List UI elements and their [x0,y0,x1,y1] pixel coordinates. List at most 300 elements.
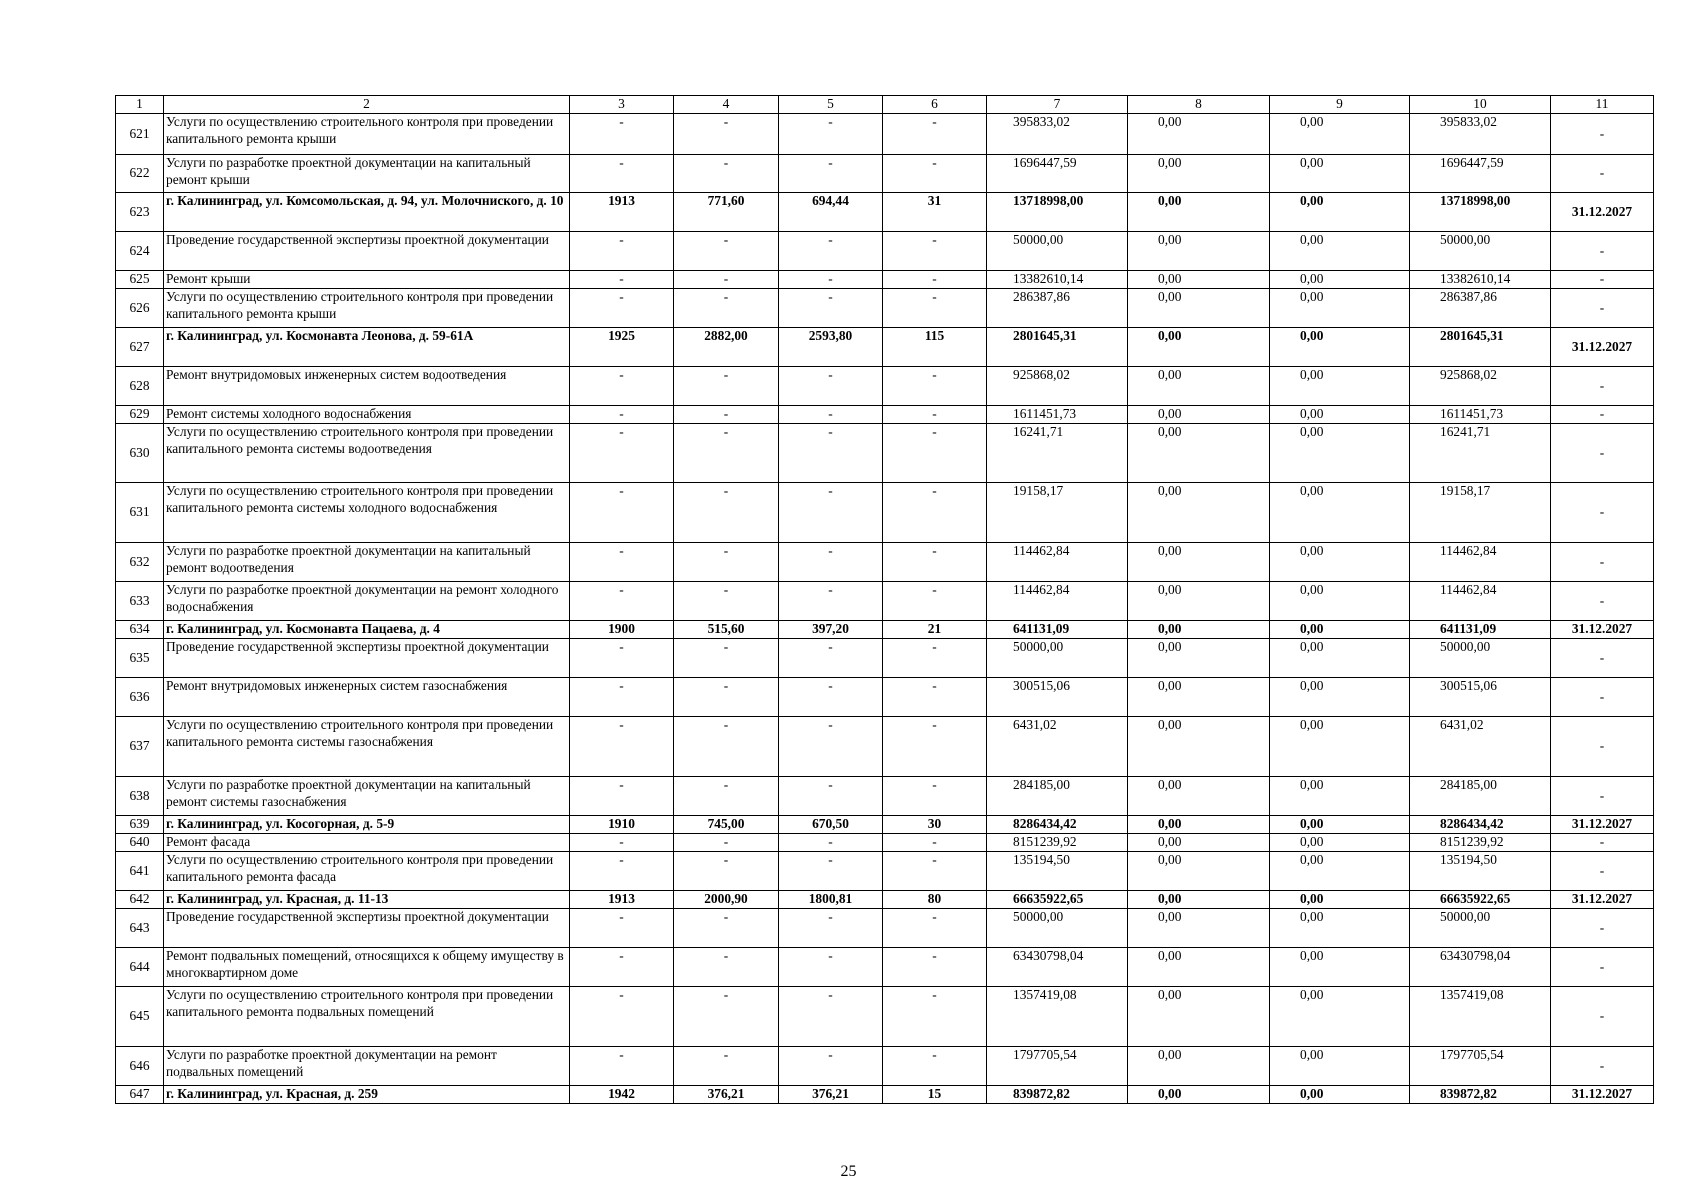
year-cell: - [570,289,674,328]
description-cell: Услуги по осуществлению строительного контроля при проведении капитального ремонта системы холодного водоснабжения [164,483,570,543]
completion-date-cell: 31.12.2027 [1551,193,1654,232]
cost-column-8-cell: 0,00 [1128,891,1270,909]
description-cell: Услуги по разработке проектной документации на ремонт холодного водоснабжения [164,582,570,621]
cost-total-cell: 2801645,31 [987,328,1128,367]
column-header-5: 5 [779,96,883,114]
cost-total-cell: 1696447,59 [987,155,1128,193]
cost-column-10-cell: 50000,00 [1410,639,1551,678]
description-cell: Ремонт внутридомовых инженерных систем газоснабжения [164,678,570,717]
cost-total-cell: 63430798,04 [987,948,1128,987]
table-row [116,852,1654,891]
row-number-cell: 635 [116,639,164,678]
cost-column-8-cell: 0,00 [1128,582,1270,621]
cost-column-9-cell: 0,00 [1270,834,1410,852]
total-area-cell: - [674,114,779,155]
cost-total-cell: 8151239,92 [987,834,1128,852]
description-cell: Услуги по разработке проектной документации на капитальный ремонт системы газоснабжения [164,777,570,816]
table-row [116,891,1654,909]
cost-column-10-cell: 114462,84 [1410,582,1551,621]
cost-total-cell: 286387,86 [987,289,1128,328]
cost-total-cell: 641131,09 [987,621,1128,639]
residential-area-cell: - [779,834,883,852]
residents-count-cell: 30 [883,816,987,834]
total-area-cell: - [674,271,779,289]
year-cell: 1900 [570,621,674,639]
cost-column-10-cell: 2801645,31 [1410,328,1551,367]
completion-date-cell: - [1551,678,1654,717]
cost-column-8-cell: 0,00 [1128,678,1270,717]
table-body [116,96,1654,1104]
column-header-2: 2 [164,96,570,114]
cost-column-9-cell: 0,00 [1270,777,1410,816]
cost-column-10-cell: 1357419,08 [1410,987,1551,1047]
cost-column-10-cell: 284185,00 [1410,777,1551,816]
cost-column-9-cell: 0,00 [1270,193,1410,232]
completion-date-cell: - [1551,483,1654,543]
completion-date-cell: - [1551,232,1654,271]
residential-area-cell: - [779,909,883,948]
total-area-cell: - [674,678,779,717]
completion-date-cell: 31.12.2027 [1551,1086,1654,1104]
cost-column-10-cell: 6431,02 [1410,717,1551,777]
description-cell: Ремонт подвальных помещений, относящихся к общему имуществу в многоквартирном доме [164,948,570,987]
table-row [116,717,1654,777]
year-cell: - [570,948,674,987]
cost-column-8-cell: 0,00 [1128,777,1270,816]
column-header-10: 10 [1410,96,1551,114]
residential-area-cell: - [779,987,883,1047]
cost-column-9-cell: 0,00 [1270,367,1410,406]
table-row [116,834,1654,852]
residents-count-cell: 115 [883,328,987,367]
total-area-cell: - [674,424,779,483]
completion-date-cell: - [1551,114,1654,155]
cost-total-cell: 6431,02 [987,717,1128,777]
table-row [116,948,1654,987]
description-cell: г. Калининград, ул. Красная, д. 259 [164,1086,570,1104]
residential-area-cell: - [779,155,883,193]
cost-column-8-cell: 0,00 [1128,1086,1270,1104]
cost-column-10-cell: 1696447,59 [1410,155,1551,193]
cost-column-8-cell: 0,00 [1128,852,1270,891]
residents-count-cell: - [883,483,987,543]
year-cell: - [570,543,674,582]
total-area-cell: - [674,639,779,678]
completion-date-cell: 31.12.2027 [1551,891,1654,909]
cost-column-9-cell: 0,00 [1270,678,1410,717]
total-area-cell: - [674,948,779,987]
residents-count-cell: - [883,543,987,582]
residents-count-cell: - [883,1047,987,1086]
total-area-cell: - [674,543,779,582]
year-cell: - [570,155,674,193]
residents-count-cell: - [883,289,987,328]
residential-area-cell: - [779,289,883,328]
row-number-cell: 642 [116,891,164,909]
cost-column-9-cell: 0,00 [1270,289,1410,328]
cost-total-cell: 395833,02 [987,114,1128,155]
cost-total-cell: 1357419,08 [987,987,1128,1047]
total-area-cell: 771,60 [674,193,779,232]
residential-area-cell: - [779,367,883,406]
cost-total-cell: 8286434,42 [987,816,1128,834]
row-number-cell: 639 [116,816,164,834]
total-area-cell: - [674,852,779,891]
cost-column-10-cell: 925868,02 [1410,367,1551,406]
description-cell: Услуги по осуществлению строительного контроля при проведении капитального ремонта фасада [164,852,570,891]
residential-area-cell: - [779,717,883,777]
residents-count-cell: - [883,367,987,406]
cost-column-10-cell: 300515,06 [1410,678,1551,717]
residents-count-cell: - [883,424,987,483]
cost-total-cell: 13718998,00 [987,193,1128,232]
cost-column-8-cell: 0,00 [1128,987,1270,1047]
cost-column-8-cell: 0,00 [1128,543,1270,582]
residential-area-cell: 376,21 [779,1086,883,1104]
completion-date-cell: - [1551,987,1654,1047]
residents-count-cell: - [883,717,987,777]
residential-area-cell: 694,44 [779,193,883,232]
year-cell: - [570,424,674,483]
cost-total-cell: 50000,00 [987,639,1128,678]
total-area-cell: - [674,717,779,777]
residents-count-cell: - [883,582,987,621]
residents-count-cell: - [883,232,987,271]
year-cell: - [570,678,674,717]
cost-total-cell: 50000,00 [987,909,1128,948]
description-cell: Услуги по разработке проектной документации на ремонт подвальных помещений [164,1047,570,1086]
residents-count-cell: - [883,155,987,193]
residential-area-cell: - [779,543,883,582]
residential-area-cell: - [779,271,883,289]
table-row [116,289,1654,328]
row-number-cell: 626 [116,289,164,328]
cost-column-10-cell: 50000,00 [1410,232,1551,271]
year-cell: 1910 [570,816,674,834]
row-number-cell: 646 [116,1047,164,1086]
total-area-cell: - [674,367,779,406]
residential-area-cell: 2593,80 [779,328,883,367]
year-cell: 1913 [570,193,674,232]
residential-area-cell: - [779,232,883,271]
completion-date-cell: - [1551,289,1654,328]
cost-column-9-cell: 0,00 [1270,543,1410,582]
cost-total-cell: 50000,00 [987,232,1128,271]
completion-date-cell: 31.12.2027 [1551,816,1654,834]
column-header-11: 11 [1551,96,1654,114]
row-number-cell: 625 [116,271,164,289]
cost-column-8-cell: 0,00 [1128,909,1270,948]
total-area-cell: - [674,777,779,816]
column-header-1: 1 [116,96,164,114]
description-cell: Ремонт внутридомовых инженерных систем водоотведения [164,367,570,406]
data-table [115,95,1654,1104]
residents-count-cell: - [883,114,987,155]
cost-column-8-cell: 0,00 [1128,483,1270,543]
cost-column-8-cell: 0,00 [1128,367,1270,406]
residents-count-cell: - [883,777,987,816]
description-cell: Услуги по осуществлению строительного контроля при проведении капитального ремонта системы водоотведения [164,424,570,483]
residential-area-cell: - [779,852,883,891]
cost-column-8-cell: 0,00 [1128,193,1270,232]
column-header-8: 8 [1128,96,1270,114]
residential-area-cell: 670,50 [779,816,883,834]
cost-total-cell: 1797705,54 [987,1047,1128,1086]
total-area-cell: - [674,834,779,852]
total-area-cell: - [674,1047,779,1086]
table-row [116,621,1654,639]
residential-area-cell: - [779,777,883,816]
total-area-cell: - [674,155,779,193]
year-cell: - [570,1047,674,1086]
cost-column-9-cell: 0,00 [1270,717,1410,777]
cost-column-9-cell: 0,00 [1270,816,1410,834]
row-number-cell: 644 [116,948,164,987]
total-area-cell: - [674,582,779,621]
table-row [116,543,1654,582]
table-row [116,406,1654,424]
table-row [116,271,1654,289]
column-header-4: 4 [674,96,779,114]
year-cell: 1913 [570,891,674,909]
table-row [116,424,1654,483]
cost-total-cell: 114462,84 [987,582,1128,621]
table-header-row [116,96,1654,114]
row-number-cell: 634 [116,621,164,639]
cost-column-8-cell: 0,00 [1128,834,1270,852]
column-header-7: 7 [987,96,1128,114]
description-cell: Услуги по осуществлению строительного контроля при проведении капитального ремонта крыши [164,114,570,155]
description-cell: Услуги по осуществлению строительного контроля при проведении капитального ремонта крыши [164,289,570,328]
completion-date-cell: - [1551,639,1654,678]
total-area-cell: 745,00 [674,816,779,834]
description-cell: Проведение государственной экспертизы проектной документации [164,232,570,271]
residents-count-cell: 21 [883,621,987,639]
table-row [116,987,1654,1047]
cost-column-9-cell: 0,00 [1270,639,1410,678]
residents-count-cell: - [883,834,987,852]
year-cell: - [570,717,674,777]
year-cell: - [570,483,674,543]
row-number-cell: 632 [116,543,164,582]
cost-column-8-cell: 0,00 [1128,232,1270,271]
table-row [116,367,1654,406]
table-row [116,114,1654,155]
total-area-cell: - [674,483,779,543]
year-cell: - [570,852,674,891]
year-cell: - [570,639,674,678]
cost-column-8-cell: 0,00 [1128,328,1270,367]
year-cell: - [570,582,674,621]
cost-column-9-cell: 0,00 [1270,852,1410,891]
description-cell: Ремонт системы холодного водоснабжения [164,406,570,424]
table-row [116,328,1654,367]
description-cell: Ремонт крыши [164,271,570,289]
residential-area-cell: 397,20 [779,621,883,639]
residential-area-cell: - [779,483,883,543]
description-cell: г. Калининград, ул. Комсомольская, д. 94, ул. Молочниского, д. 10 [164,193,570,232]
cost-column-9-cell: 0,00 [1270,483,1410,543]
total-area-cell: 515,60 [674,621,779,639]
cost-column-9-cell: 0,00 [1270,621,1410,639]
year-cell: - [570,367,674,406]
row-number-cell: 638 [116,777,164,816]
row-number-cell: 641 [116,852,164,891]
row-number-cell: 645 [116,987,164,1047]
row-number-cell: 622 [116,155,164,193]
year-cell: - [570,271,674,289]
residential-area-cell: - [779,678,883,717]
cost-column-10-cell: 1611451,73 [1410,406,1551,424]
cost-column-10-cell: 839872,82 [1410,1086,1551,1104]
cost-column-10-cell: 395833,02 [1410,114,1551,155]
residents-count-cell: 31 [883,193,987,232]
cost-column-9-cell: 0,00 [1270,271,1410,289]
year-cell: - [570,232,674,271]
completion-date-cell: - [1551,367,1654,406]
cost-column-9-cell: 0,00 [1270,948,1410,987]
completion-date-cell: - [1551,948,1654,987]
total-area-cell: - [674,289,779,328]
residential-area-cell: - [779,948,883,987]
row-number-cell: 624 [116,232,164,271]
cost-column-9-cell: 0,00 [1270,909,1410,948]
table-row [116,582,1654,621]
residential-area-cell: - [779,406,883,424]
cost-column-9-cell: 0,00 [1270,1047,1410,1086]
cost-column-8-cell: 0,00 [1128,948,1270,987]
table-row [116,193,1654,232]
description-cell: Услуги по разработке проектной документации на капитальный ремонт крыши [164,155,570,193]
cost-column-9-cell: 0,00 [1270,424,1410,483]
cost-column-8-cell: 0,00 [1128,155,1270,193]
cost-total-cell: 1611451,73 [987,406,1128,424]
cost-total-cell: 135194,50 [987,852,1128,891]
row-number-cell: 627 [116,328,164,367]
cost-column-10-cell: 135194,50 [1410,852,1551,891]
year-cell: - [570,987,674,1047]
year-cell: - [570,777,674,816]
cost-column-9-cell: 0,00 [1270,155,1410,193]
cost-column-9-cell: 0,00 [1270,328,1410,367]
total-area-cell: - [674,406,779,424]
completion-date-cell: - [1551,424,1654,483]
completion-date-cell: - [1551,834,1654,852]
cost-column-9-cell: 0,00 [1270,582,1410,621]
cost-total-cell: 13382610,14 [987,271,1128,289]
row-number-cell: 633 [116,582,164,621]
cost-column-10-cell: 114462,84 [1410,543,1551,582]
cost-column-8-cell: 0,00 [1128,621,1270,639]
cost-total-cell: 66635922,65 [987,891,1128,909]
year-cell: 1942 [570,1086,674,1104]
cost-total-cell: 19158,17 [987,483,1128,543]
cost-total-cell: 839872,82 [987,1086,1128,1104]
completion-date-cell: - [1551,155,1654,193]
completion-date-cell: 31.12.2027 [1551,328,1654,367]
residents-count-cell: - [883,406,987,424]
year-cell: - [570,909,674,948]
residents-count-cell: 15 [883,1086,987,1104]
row-number-cell: 629 [116,406,164,424]
description-cell: Услуги по осуществлению строительного контроля при проведении капитального ремонта системы газоснабжения [164,717,570,777]
cost-total-cell: 284185,00 [987,777,1128,816]
row-number-cell: 628 [116,367,164,406]
completion-date-cell: - [1551,582,1654,621]
column-header-3: 3 [570,96,674,114]
residential-area-cell: - [779,582,883,621]
residential-area-cell: - [779,114,883,155]
description-cell: Проведение государственной экспертизы проектной документации [164,639,570,678]
row-number-cell: 640 [116,834,164,852]
completion-date-cell: 31.12.2027 [1551,621,1654,639]
total-area-cell: - [674,232,779,271]
description-cell: г. Калининград, ул. Космонавта Леонова, д. 59-61А [164,328,570,367]
cost-column-9-cell: 0,00 [1270,406,1410,424]
table-row [116,816,1654,834]
cost-column-10-cell: 8286434,42 [1410,816,1551,834]
cost-column-9-cell: 0,00 [1270,114,1410,155]
table-row [116,1086,1654,1104]
row-number-cell: 647 [116,1086,164,1104]
cost-column-8-cell: 0,00 [1128,424,1270,483]
cost-column-9-cell: 0,00 [1270,232,1410,271]
cost-column-8-cell: 0,00 [1128,717,1270,777]
residents-count-cell: - [883,852,987,891]
cost-total-cell: 16241,71 [987,424,1128,483]
cost-column-10-cell: 1797705,54 [1410,1047,1551,1086]
description-cell: г. Калининград, ул. Красная, д. 11-13 [164,891,570,909]
cost-column-8-cell: 0,00 [1128,1047,1270,1086]
cost-total-cell: 300515,06 [987,678,1128,717]
cost-column-8-cell: 0,00 [1128,114,1270,155]
completion-date-cell: - [1551,543,1654,582]
description-cell: г. Калининград, ул. Косогорная, д. 5-9 [164,816,570,834]
description-cell: Проведение государственной экспертизы проектной документации [164,909,570,948]
completion-date-cell: - [1551,406,1654,424]
total-area-cell: - [674,987,779,1047]
description-cell: г. Калининград, ул. Космонавта Пацаева, д. 4 [164,621,570,639]
table-row [116,678,1654,717]
row-number-cell: 630 [116,424,164,483]
row-number-cell: 637 [116,717,164,777]
total-area-cell: 376,21 [674,1086,779,1104]
cost-column-10-cell: 16241,71 [1410,424,1551,483]
row-number-cell: 631 [116,483,164,543]
cost-column-10-cell: 50000,00 [1410,909,1551,948]
completion-date-cell: - [1551,909,1654,948]
year-cell: - [570,834,674,852]
column-header-6: 6 [883,96,987,114]
cost-column-8-cell: 0,00 [1128,271,1270,289]
page-number: 25 [840,1163,857,1180]
total-area-cell: 2000,90 [674,891,779,909]
cost-total-cell: 114462,84 [987,543,1128,582]
description-cell: Услуги по осуществлению строительного контроля при проведении капитального ремонта подвальных помещений [164,987,570,1047]
table-row [116,639,1654,678]
residents-count-cell: - [883,271,987,289]
table-row [116,155,1654,193]
table-row [116,1047,1654,1086]
cost-column-10-cell: 8151239,92 [1410,834,1551,852]
completion-date-cell: - [1551,777,1654,816]
row-number-cell: 643 [116,909,164,948]
cost-column-8-cell: 0,00 [1128,816,1270,834]
residents-count-cell: - [883,678,987,717]
year-cell: - [570,114,674,155]
residents-count-cell: 80 [883,891,987,909]
year-cell: 1925 [570,328,674,367]
